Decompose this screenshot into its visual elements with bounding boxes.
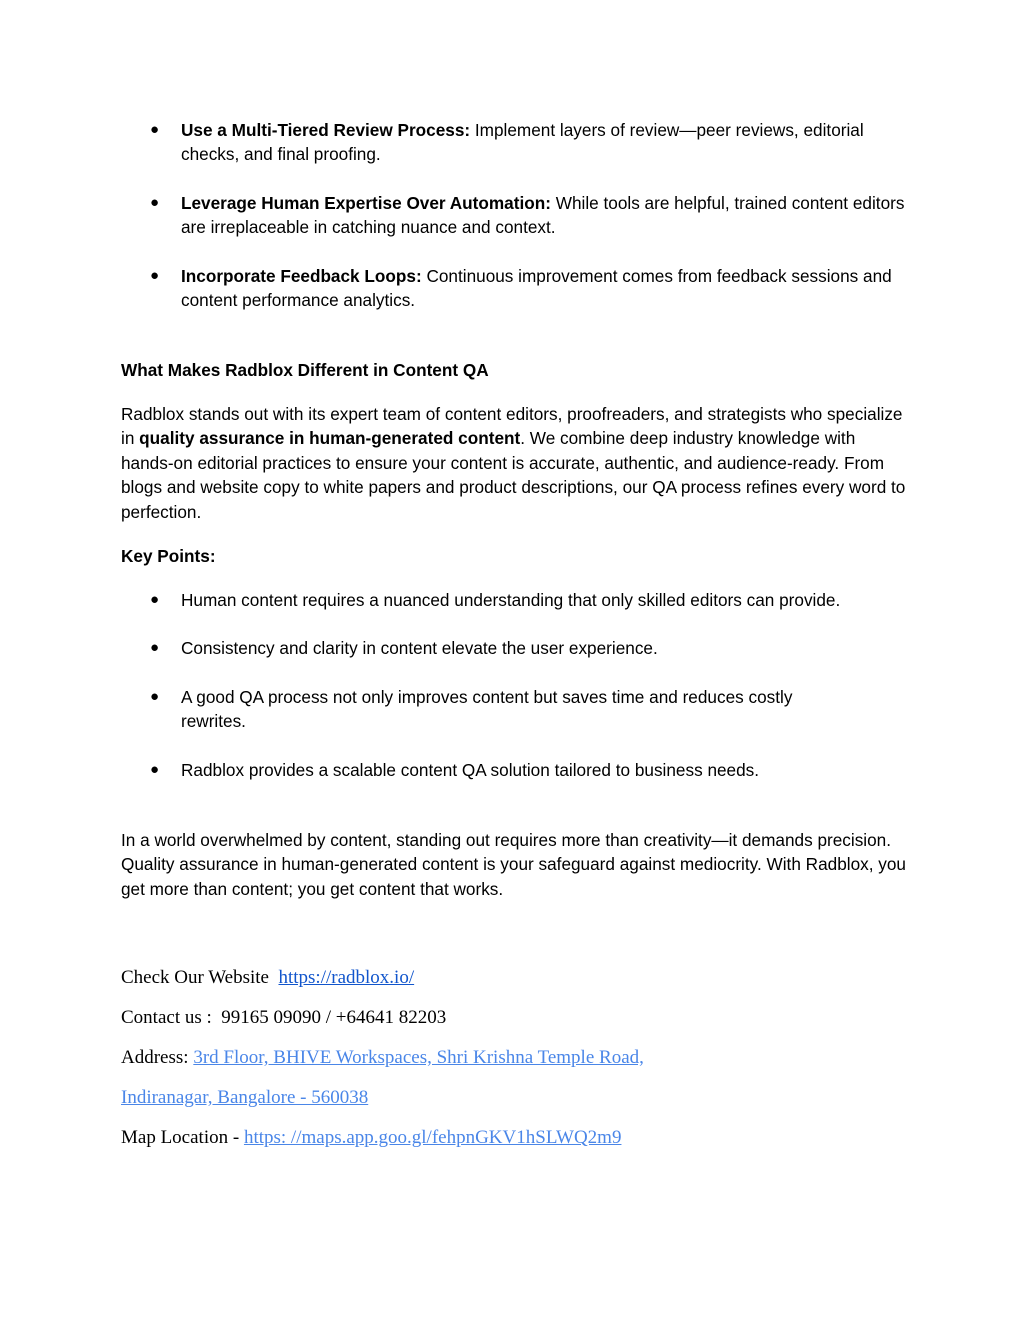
top-bullet-list <box>121 118 911 312</box>
bullet-text: Continuous improvement comes from feedback sessions and content performance analytics. <box>181 265 892 311</box>
list-item <box>121 264 911 313</box>
address-link[interactable]: 3rd Floor, BHIVE Workspaces, Shri Krishna Temple Road, <box>193 1047 644 1068</box>
bullet-text: While tools are helpful, trained content editors are irreplaceable in catching nuance and context. <box>181 192 905 238</box>
list-item <box>121 758 911 782</box>
website-link[interactable]: https://radblox.io/ <box>278 967 415 988</box>
list-item <box>121 636 911 660</box>
paragraph-text: Radblox stands out with its expert team of content editors, proofreaders, and strategists who specialize in <box>121 404 903 449</box>
list-item <box>121 685 911 734</box>
section-paragraph <box>121 402 911 524</box>
address-line-2 <box>121 1086 911 1110</box>
key-points-heading: Key Points: <box>121 546 216 566</box>
bullet-title: Leverage Human Expertise Over Automation: <box>181 192 551 213</box>
key-points-list <box>121 588 911 782</box>
website-line <box>121 966 911 990</box>
website-label: Check Our Website <box>121 967 279 988</box>
bullet-icon: ● <box>150 639 160 657</box>
bullet-icon: ● <box>150 687 160 705</box>
bullet-icon: ● <box>150 760 160 778</box>
map-label: Map Location - <box>121 1127 244 1148</box>
key-point-text: A good QA process not only improves content but saves time and reduces costly rewrites. <box>181 686 793 732</box>
map-link[interactable]: https: //maps.app.goo.gl/fehpnGKV1hSLWQ2m9 <box>243 1127 622 1148</box>
bullet-icon: ● <box>150 121 160 138</box>
bullet-title: Incorporate Feedback Loops: <box>181 265 422 286</box>
key-point-text: Radblox provides a scalable content QA solution tailored to business needs. <box>181 759 760 780</box>
bullet-icon: ● <box>150 591 160 608</box>
paragraph-bold-text: quality assurance in human-generated content <box>139 428 521 449</box>
contact-line: Contact us : 99165 09090 / +64641 82203 <box>121 1007 447 1028</box>
key-point-text: Consistency and clarity in content elevate the user experience. <box>181 638 658 659</box>
address-link-continued[interactable]: Indiranagar, Bangalore - 560038 <box>121 1087 369 1108</box>
bullet-text: Implement layers of review—peer reviews, editorial checks, and final proofing. <box>181 120 864 165</box>
conclusion-paragraph: In a world overwhelmed by content, standing out requires more than creativity—it demands precision. Quality assurance in human-generated content is your safeguard against mediocrity. With Radblox, you get more than content; you get content that works. <box>121 830 906 899</box>
list-item <box>121 118 911 167</box>
section-heading: What Makes Radblox Different in Content QA <box>121 360 489 380</box>
map-line <box>121 1126 911 1150</box>
paragraph-text: . We combine deep industry knowledge with hands-on editorial practices to ensure your content is accurate, authentic, and audience-ready. From blogs and website copy to white papers and product descriptions, our QA process refines every word to perfection. <box>121 428 906 522</box>
bullet-icon: ● <box>150 266 160 284</box>
list-item <box>121 588 911 612</box>
list-item <box>121 191 911 240</box>
address-line <box>121 1046 911 1070</box>
key-point-text: Human content requires a nuanced understanding that only skilled editors can provide. <box>181 590 841 610</box>
address-label: Address: <box>121 1047 194 1068</box>
bullet-title: Use a Multi-Tiered Review Process: <box>181 120 471 140</box>
bullet-icon: ● <box>150 193 160 211</box>
